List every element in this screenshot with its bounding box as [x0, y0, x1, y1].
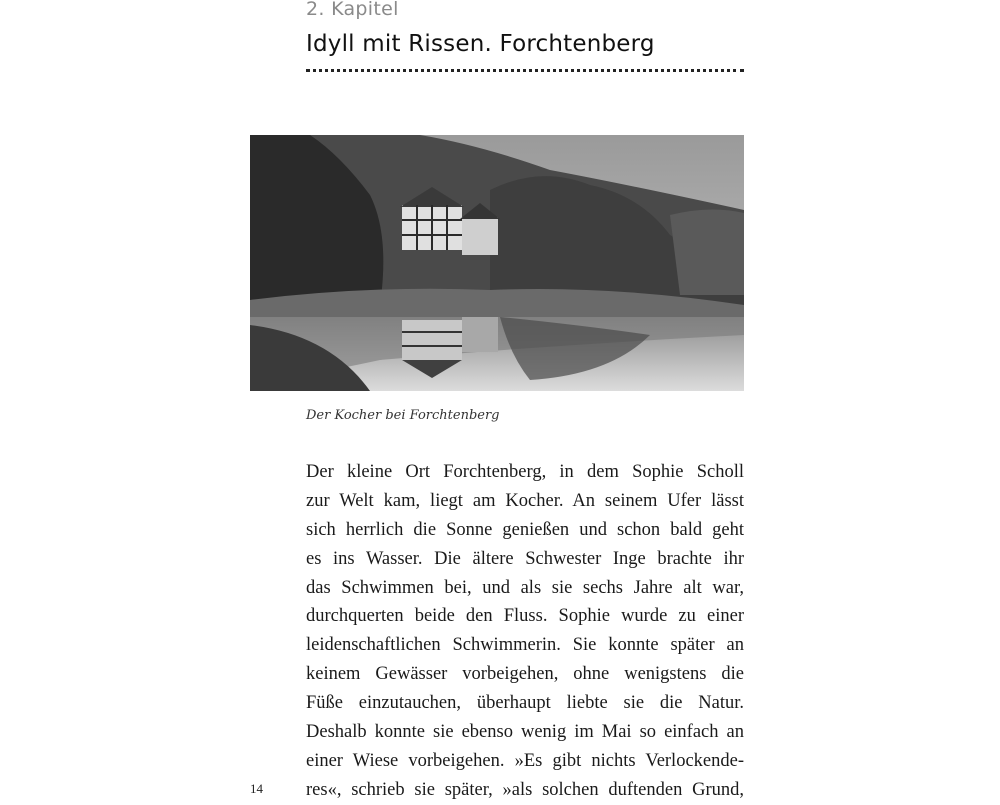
chapter-label: 2. Kapitel [306, 0, 399, 20]
body-line: Füße einzutauchen, überhaupt liebte sie die Natur. [306, 693, 744, 714]
body-line: keinem Gewässer vorbeigehen, ohne wenigstens die [306, 664, 744, 685]
body-line: durchquerten beide den Fluss. Sophie wurde zu einer [306, 606, 744, 627]
dotted-rule [306, 69, 744, 72]
page-number: 14 [250, 781, 263, 796]
body-line: res«, schrieb sie später, »als solchen duftenden Grund, [306, 779, 744, 800]
body-line: einer Wiese vorbeigehen. »Es gibt nichts Verlockende- [306, 750, 744, 771]
river-photo [250, 135, 744, 391]
body-line: leidenschaftlichen Schwimmerin. Sie konnte später an [306, 635, 744, 656]
body-line: es ins Wasser. Die ältere Schwester Inge brachte ihr [306, 548, 744, 569]
figure-caption: Der Kocher bei Forchtenberg [306, 408, 500, 423]
body-line: Der kleine Ort Forchtenberg, in dem Sophie Scholl [306, 462, 744, 482]
body-line: zur Welt kam, liegt am Kocher. An seinem Ufer lässt [306, 490, 744, 511]
body-text [306, 458, 744, 805]
chapter-title: Idyll mit Rissen. Forchtenberg [306, 31, 655, 57]
body-line: das Schwimmen bei, und als sie sechs Jahre alt war, [306, 577, 744, 598]
body-line: Deshalb konnte sie ebenso wenig im Mai so einfach an [306, 722, 744, 743]
body-line: sich herrlich die Sonne genießen und schon bald geht [306, 519, 744, 540]
